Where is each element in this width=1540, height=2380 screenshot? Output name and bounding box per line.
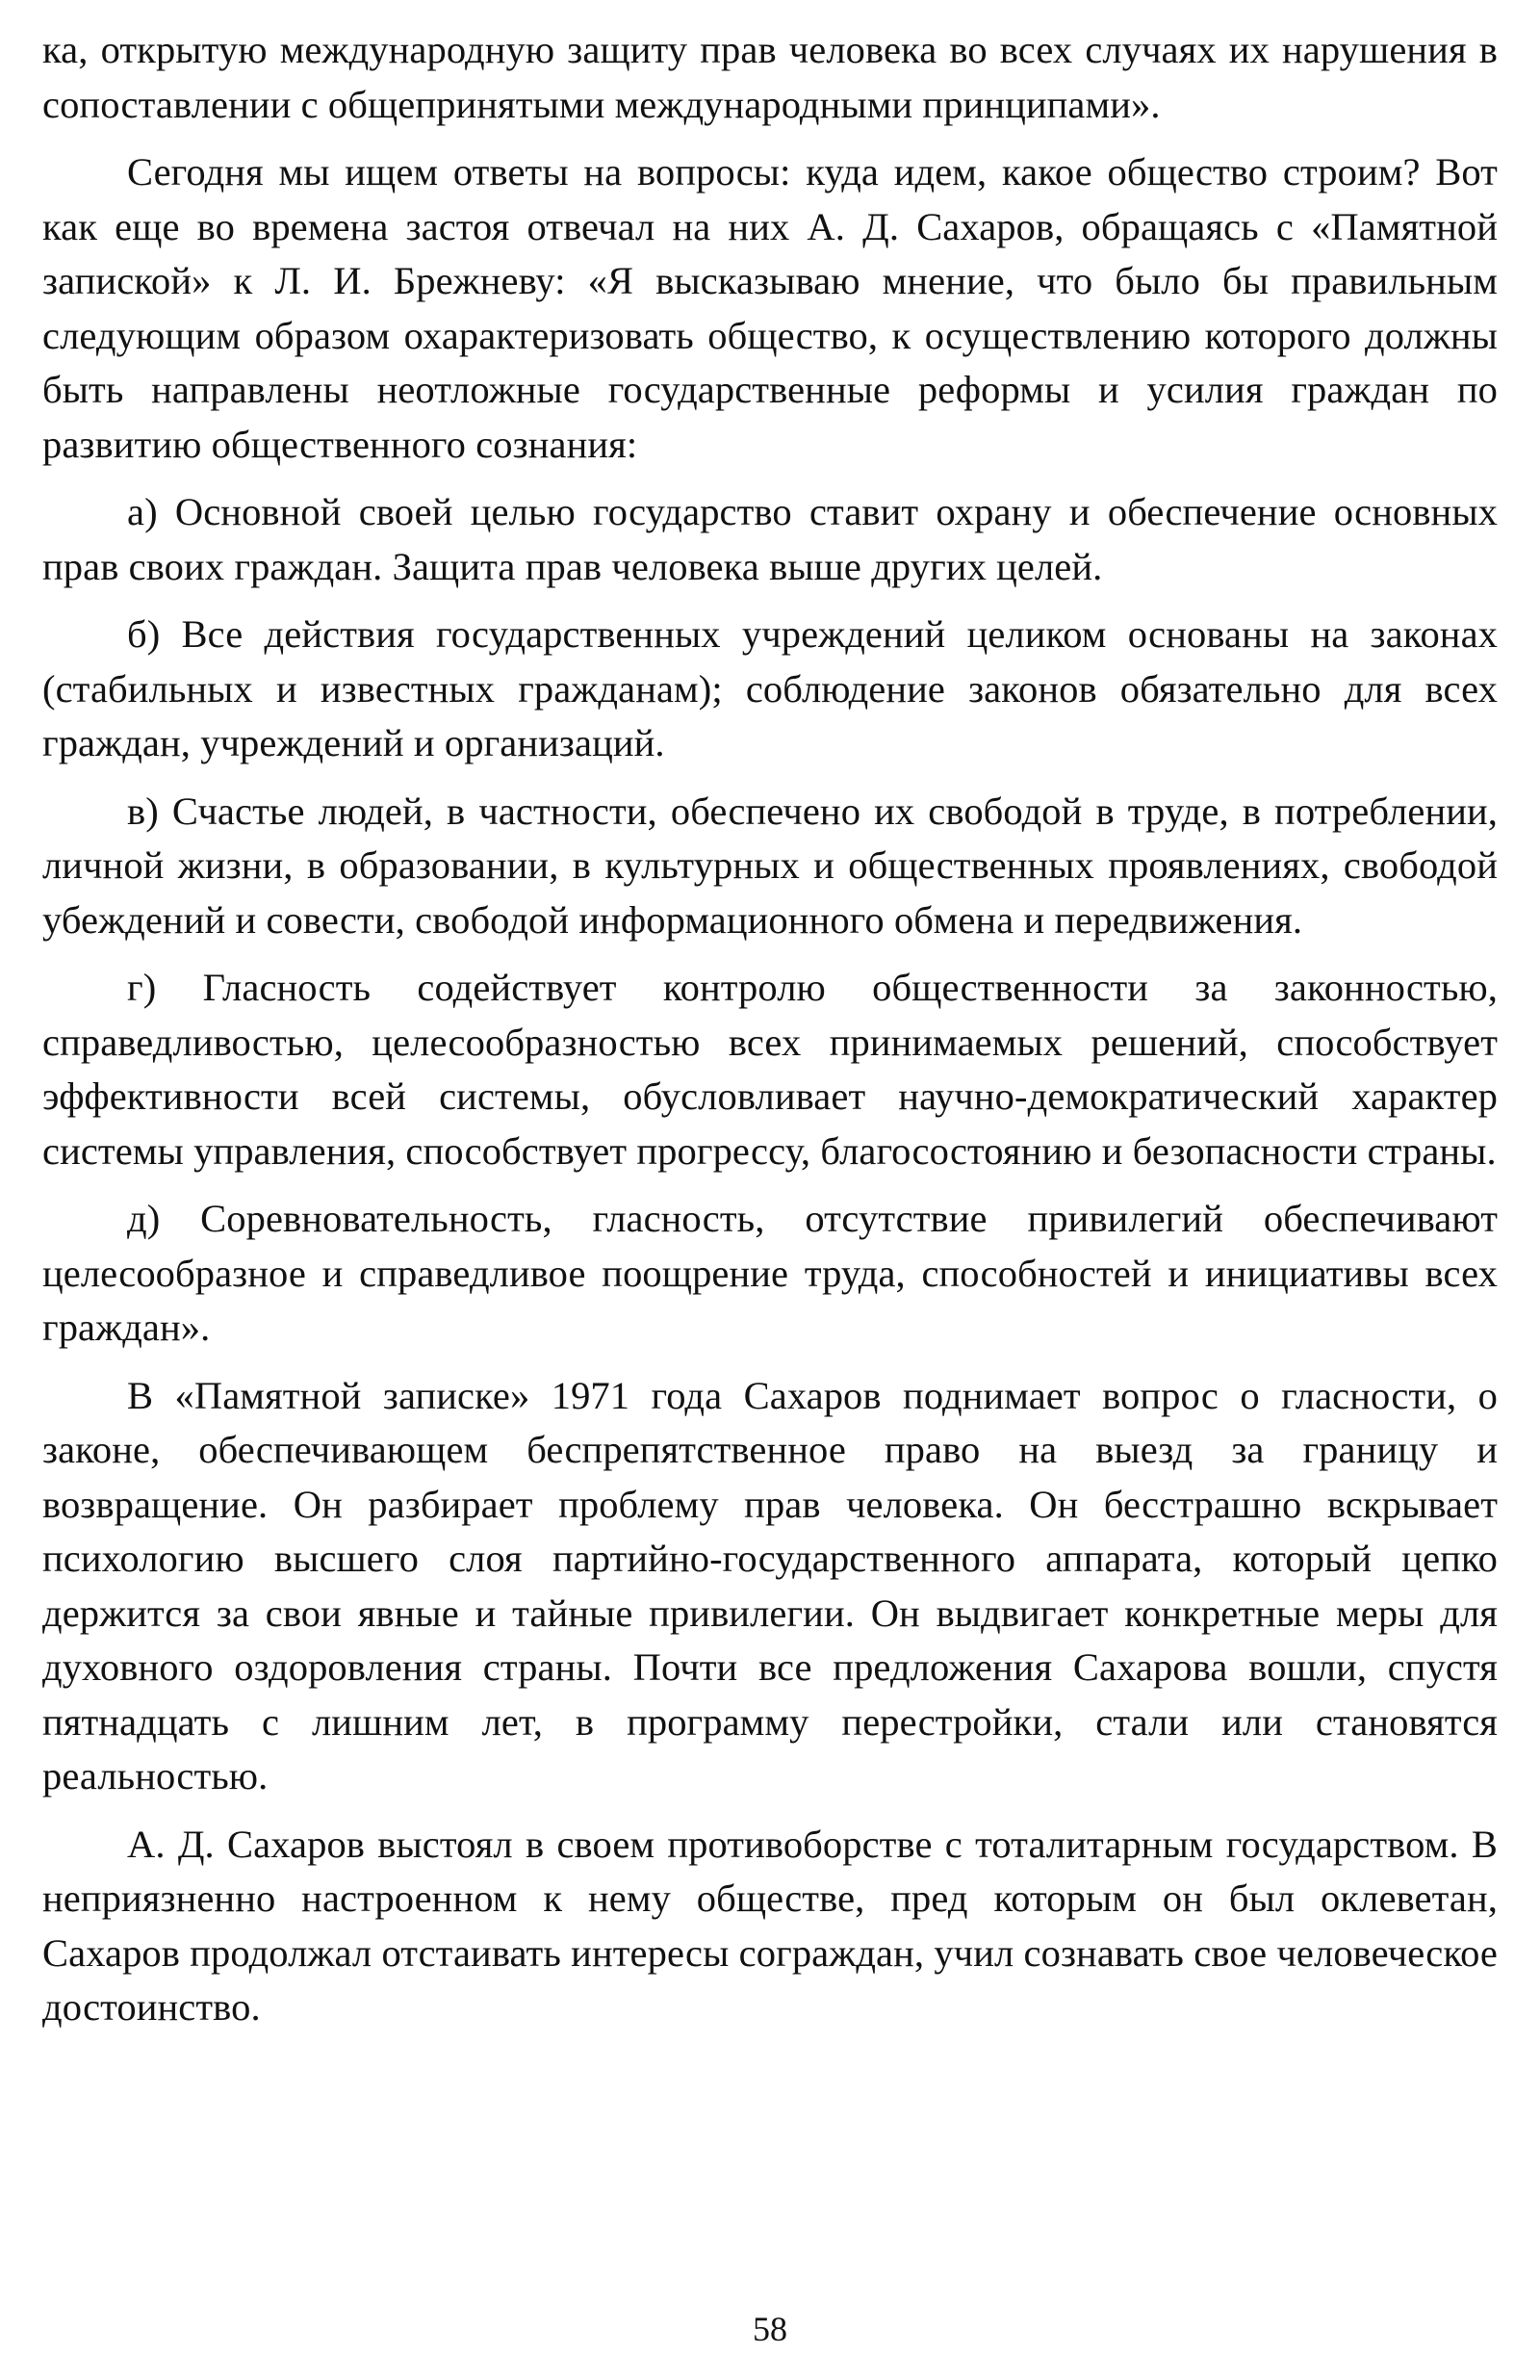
list-item-a: а) Основной своей целью государство ставит охрану и обеспечение основных прав своих граждан. Защита прав человека выше других целей. — [42, 490, 1498, 588]
paragraph-questions: Сегодня мы ищем ответы на вопросы: куда идем, какое общество строим? Вот как еще во времена застоя отвечал на них А. Д. Сахаров, обращаясь с «Памятной запиской» к Л. И. Брежневу: «Я высказываю мнение, что было бы правильным следующим образом охарактеризовать общество, к осуществлению которого должны быть направлены неотложные государственные реформы и усилия граждан по развитию общественного сознания: — [42, 150, 1498, 466]
paragraph-memo-1971: В «Памятной записке» 1971 года Сахаров поднимает вопрос о гласности, о законе, обеспечивающем беспрепятственное право на выезд за границу и возвращение. Он разбирает проблему прав человека. Он бесстрашно вскрывает психологию высшего слоя партийно-государственного аппарата, который цепко держится за свои явные и тайные привилегии. Он выдвигает конкретные меры для духовного оздоровления страны. Почти все предложения Сахарова вошли, спустя пятнадцать с лишним лет, в программу перестройки, стали или становятся реальностью. — [42, 1373, 1498, 1798]
page-body — [42, 23, 1498, 2035]
list-item-d: д) Соревновательность, гласность, отсутствие привилегий обеспечивают целесообразное и справедливое поощрение труда, способностей и инициативы всех граждан». — [42, 1197, 1498, 1349]
list-item-v: в) Счастье людей, в частности, обеспечено их свободой в труде, в потреблении, личной жизни, в образовании, в культурных и общественных проявлениях, свободой убеждений и совести, свободой информационного обмена и передвижения. — [42, 789, 1498, 942]
list-item-b: б) Все действия государственных учреждений целиком основаны на законах (стабильных и известных гражданам); соблюдение законов обязательно для всех граждан, учреждений и организаций. — [42, 612, 1498, 764]
page-number: 58 — [753, 2310, 787, 2348]
paragraph-continuation: ка, открытую международную защиту прав человека во всех случаях их нарушения в сопоставлении с общепринятыми международными принципами». — [42, 28, 1498, 126]
list-item-g: г) Гласность содействует контролю общественности за законностью, справедливостью, целесообразностью всех принимаемых решений, способствует эффективности всей системы, обусловливает научно-демократический характер системы управления, способствует прогрессу, благосостоянию и безопасности страны. — [42, 966, 1498, 1173]
paragraph-conclusion: А. Д. Сахаров выстоял в своем противоборстве с тоталитарным государством. В неприязненно настроенном к нему обществе, пред которым он был оклеветан, Сахаров продолжал отстаивать интересы сограждан, учил сознавать свое человеческое достоинство. — [42, 1822, 1498, 2029]
